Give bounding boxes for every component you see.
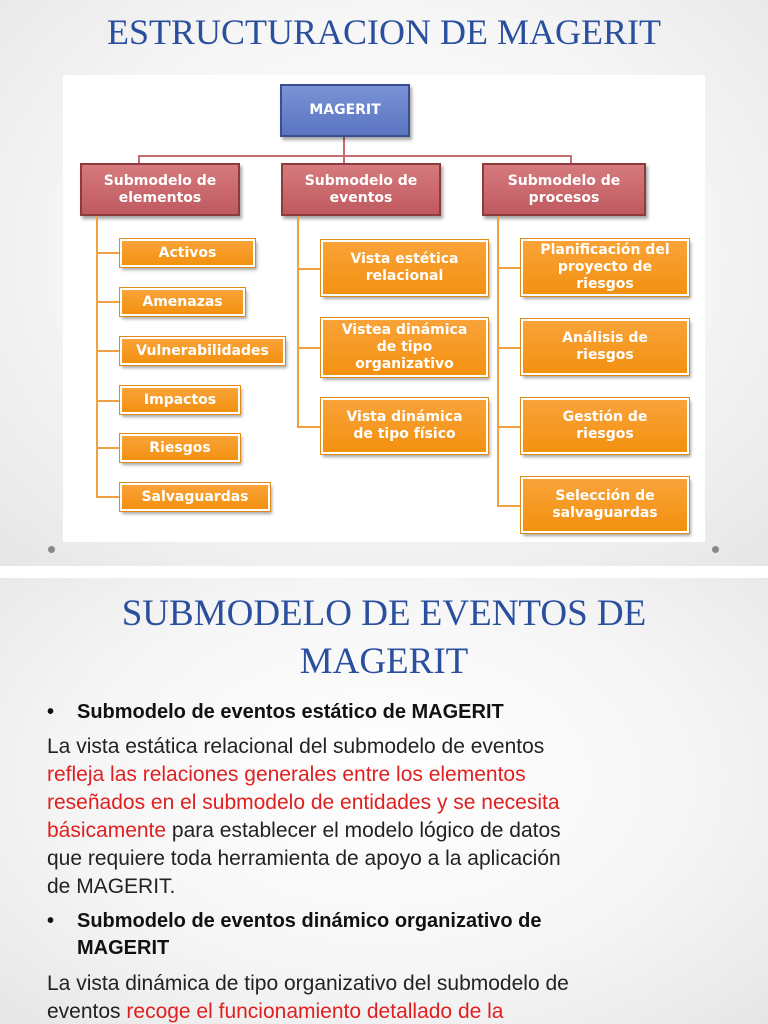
slide-dot-left — [48, 546, 55, 553]
leaf-gestion: Gestión de riesgos — [521, 398, 689, 454]
magerit-root-box: MAGERIT — [280, 84, 410, 137]
connector — [96, 252, 119, 254]
bullet-text-line: Submodelo de eventos dinámico organizativo de — [77, 910, 542, 932]
leaf-vista-dinamica-fisico: Vista dinámica de tipo físico — [321, 398, 488, 454]
connector — [497, 216, 499, 506]
submodel-eventos-box: Submodelo de eventos — [281, 163, 441, 216]
slide-submodelo-eventos — [0, 578, 768, 1024]
connector — [96, 447, 119, 449]
text-line: de MAGERIT. — [47, 875, 176, 898]
leaf-vulnerabilidades: Vulnerabilidades — [120, 337, 285, 365]
connector — [297, 216, 299, 428]
connector — [96, 216, 98, 498]
connector — [497, 426, 521, 428]
leaf-seleccion: Selección de salvaguardas — [521, 477, 689, 533]
connector — [497, 505, 521, 507]
text-span: eventos — [47, 1000, 127, 1023]
connector — [497, 347, 521, 349]
paragraph-1 — [47, 733, 727, 901]
bullet-item-1 — [47, 699, 504, 726]
connector — [497, 267, 521, 269]
leaf-riesgos: Riesgos — [120, 434, 240, 462]
text-line: La vista estática relacional del submodelo de eventos — [47, 735, 545, 758]
slide-title — [0, 590, 768, 686]
leaf-amenazas: Amenazas — [120, 288, 245, 316]
connector — [138, 155, 571, 157]
leaf-vista-estetica: Vista estética relacional — [321, 240, 488, 296]
bullet-text — [77, 908, 677, 962]
leaf-impactos: Impactos — [120, 386, 240, 414]
title-line-1: SUBMODELO DE EVENTOS DE — [121, 593, 647, 634]
magerit-structure-diagram — [63, 75, 705, 542]
bullet-mark: • — [47, 910, 55, 932]
title-line-2: MAGERIT — [299, 641, 469, 682]
connector — [96, 400, 119, 402]
paragraph-2 — [47, 970, 727, 1024]
text-span: básicamente — [47, 819, 167, 842]
text-line: La vista dinámica de tipo organizativo del submodelo de — [47, 972, 569, 995]
connector — [96, 496, 119, 498]
connector — [343, 137, 345, 155]
text-line: reseñados en el submodelo de entidades y se necesita — [47, 791, 560, 814]
bullet-item-2 — [47, 908, 542, 959]
connector — [96, 301, 119, 303]
leaf-planificacion: Planificación del proyecto de riesgos — [521, 239, 689, 296]
bullet-text: Submodelo de eventos estático de MAGERIT — [77, 701, 504, 723]
connector — [297, 268, 320, 270]
connector — [297, 426, 320, 428]
text-line: refleja las relaciones generales entre los elementos — [47, 763, 526, 786]
connector — [297, 347, 320, 349]
text-span: para establecer el modelo lógico de datos — [166, 819, 561, 842]
leaf-activos: Activos — [120, 239, 255, 267]
text-line: que requiere toda herramienta de apoyo a la aplicación — [47, 847, 561, 870]
slide-dot-right — [712, 546, 719, 553]
connector — [96, 350, 119, 352]
bullet-text-line: MAGERIT — [77, 937, 170, 959]
submodel-elementos-box: Submodelo de elementos — [80, 163, 240, 216]
slide-title: ESTRUCTURACION DE MAGERIT — [107, 12, 661, 52]
bullet-mark: • — [47, 701, 55, 723]
leaf-vista-dinamica-organizativo: Vistea dinámica de tipo organizativo — [321, 318, 488, 377]
text-span: recoge el funcionamiento detallado de la — [126, 1000, 504, 1023]
leaf-salvaguardas: Salvaguardas — [120, 483, 270, 511]
leaf-analisis: Análisis de riesgos — [521, 319, 689, 375]
submodel-procesos-box: Submodelo de procesos — [482, 163, 646, 216]
